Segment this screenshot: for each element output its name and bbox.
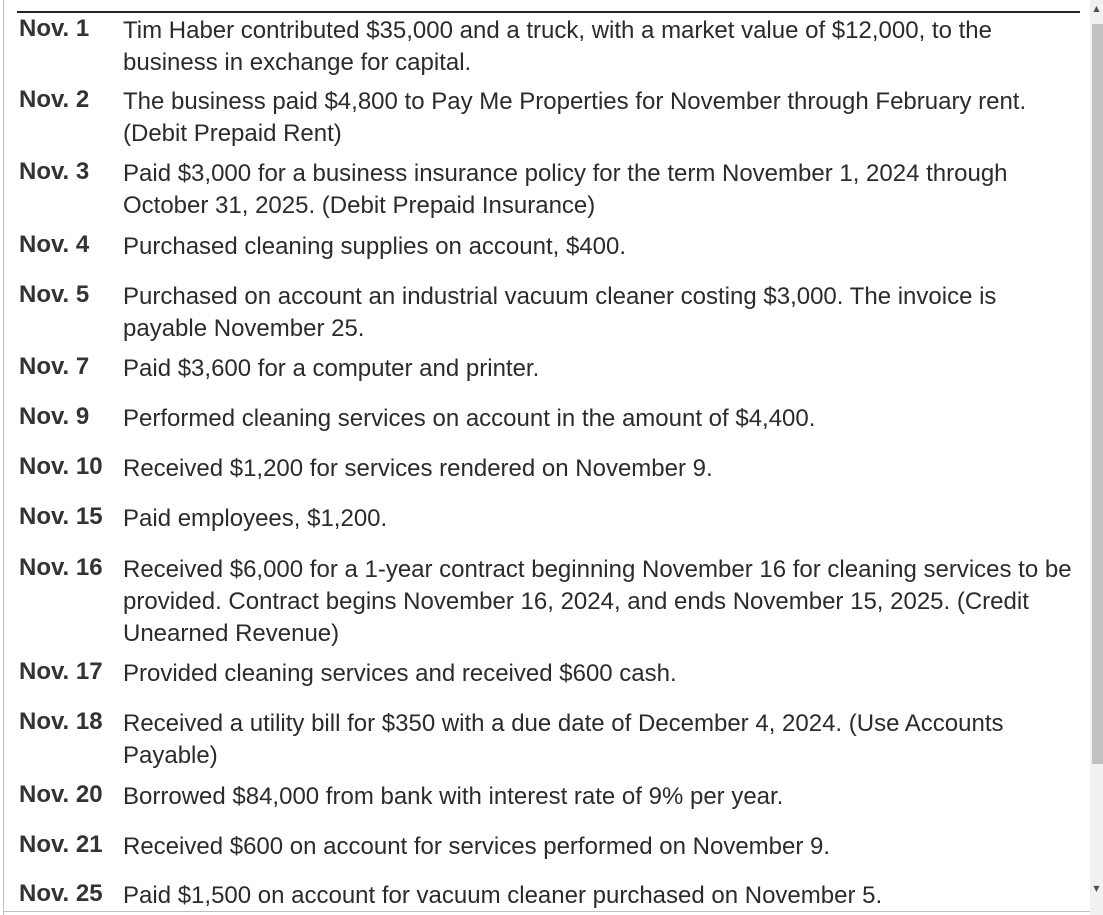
transaction-date: Nov. 17	[19, 658, 103, 685]
transaction-date: Nov. 5	[19, 281, 90, 308]
scroll-down-arrow-icon[interactable]: ▼	[1093, 883, 1100, 893]
transaction-date: Nov. 10	[19, 453, 103, 480]
transaction-description: Received $600 on account for services performed on November 9.	[123, 833, 831, 860]
transaction-date: Nov. 1	[19, 15, 90, 42]
transaction-row	[19, 503, 1082, 554]
transaction-date: Nov. 2	[19, 86, 90, 113]
transaction-date: Nov. 16	[19, 554, 103, 581]
table-top-rule	[17, 11, 1080, 13]
transaction-description: Paid employees, $1,200.	[123, 505, 388, 532]
transaction-date: Nov. 3	[19, 158, 90, 185]
transaction-description: Performed cleaning services on account in the amount of $4,400.	[123, 405, 816, 432]
transaction-row	[19, 453, 1082, 503]
transaction-row	[19, 781, 1082, 831]
transaction-row	[19, 231, 1082, 281]
transaction-description: Purchased on account an industrial vacuum cleaner costing $3,000. The invoice is payable November 25.	[123, 283, 997, 342]
transaction-date: Nov. 7	[19, 353, 90, 380]
panel-bottom-border	[3, 911, 1090, 912]
transaction-row	[19, 86, 1082, 158]
transaction-row	[19, 158, 1082, 231]
transaction-row	[19, 831, 1082, 880]
transaction-date: Nov. 25	[19, 880, 103, 907]
transaction-row	[19, 554, 1082, 658]
transaction-description: Received a utility bill for $350 with a due date of December 4, 2024. (Use Accounts Payable)	[123, 710, 1004, 769]
transaction-row	[19, 353, 1082, 403]
transaction-description: Tim Haber contributed $35,000 and a truck, with a market value of $12,000, to the business in exchange for capital.	[123, 17, 992, 76]
panel-left-border	[3, 0, 4, 915]
transaction-row	[19, 880, 1082, 912]
transaction-row	[19, 281, 1082, 353]
transaction-description: Received $1,200 for services rendered on November 9.	[123, 455, 713, 482]
transaction-row	[19, 658, 1082, 708]
transaction-date: Nov. 9	[19, 403, 90, 430]
transaction-description: Received $6,000 for a 1-year contract beginning November 16 for cleaning services to be provided. Contract begins November 16, 2024, and ends November 15, 2025. (Credit Unearned Revenue)	[123, 556, 1072, 647]
scroll-up-arrow-icon[interactable]: ▲	[1093, 3, 1100, 13]
transaction-description: Paid $1,500 on account for vacuum cleaner purchased on November 5.	[123, 882, 883, 909]
transaction-date: Nov. 20	[19, 781, 103, 808]
transaction-row	[19, 403, 1082, 453]
transaction-date: Nov. 4	[19, 231, 90, 258]
transaction-description: Borrowed $84,000 from bank with interest rate of 9% per year.	[123, 783, 784, 810]
transaction-date: Nov. 15	[19, 503, 103, 530]
transaction-date: Nov. 18	[19, 708, 103, 735]
transaction-row	[19, 15, 1082, 86]
transaction-row	[19, 708, 1082, 781]
transaction-description: Purchased cleaning supplies on account, $400.	[123, 233, 627, 260]
transaction-description: The business paid $4,800 to Pay Me Properties for November through February rent. (Debit Prepaid Rent)	[123, 88, 1027, 147]
transaction-description: Paid $3,600 for a computer and printer.	[123, 355, 540, 382]
vertical-scrollbar-thumb[interactable]	[1092, 24, 1103, 764]
transaction-description: Paid $3,000 for a business insurance policy for the term November 1, 2024 through October 31, 2025. (Debit Prepaid Insurance)	[123, 160, 1008, 219]
transaction-description: Provided cleaning services and received $600 cash.	[123, 660, 677, 687]
transactions-table	[19, 15, 1082, 912]
transaction-date: Nov. 21	[19, 831, 103, 858]
